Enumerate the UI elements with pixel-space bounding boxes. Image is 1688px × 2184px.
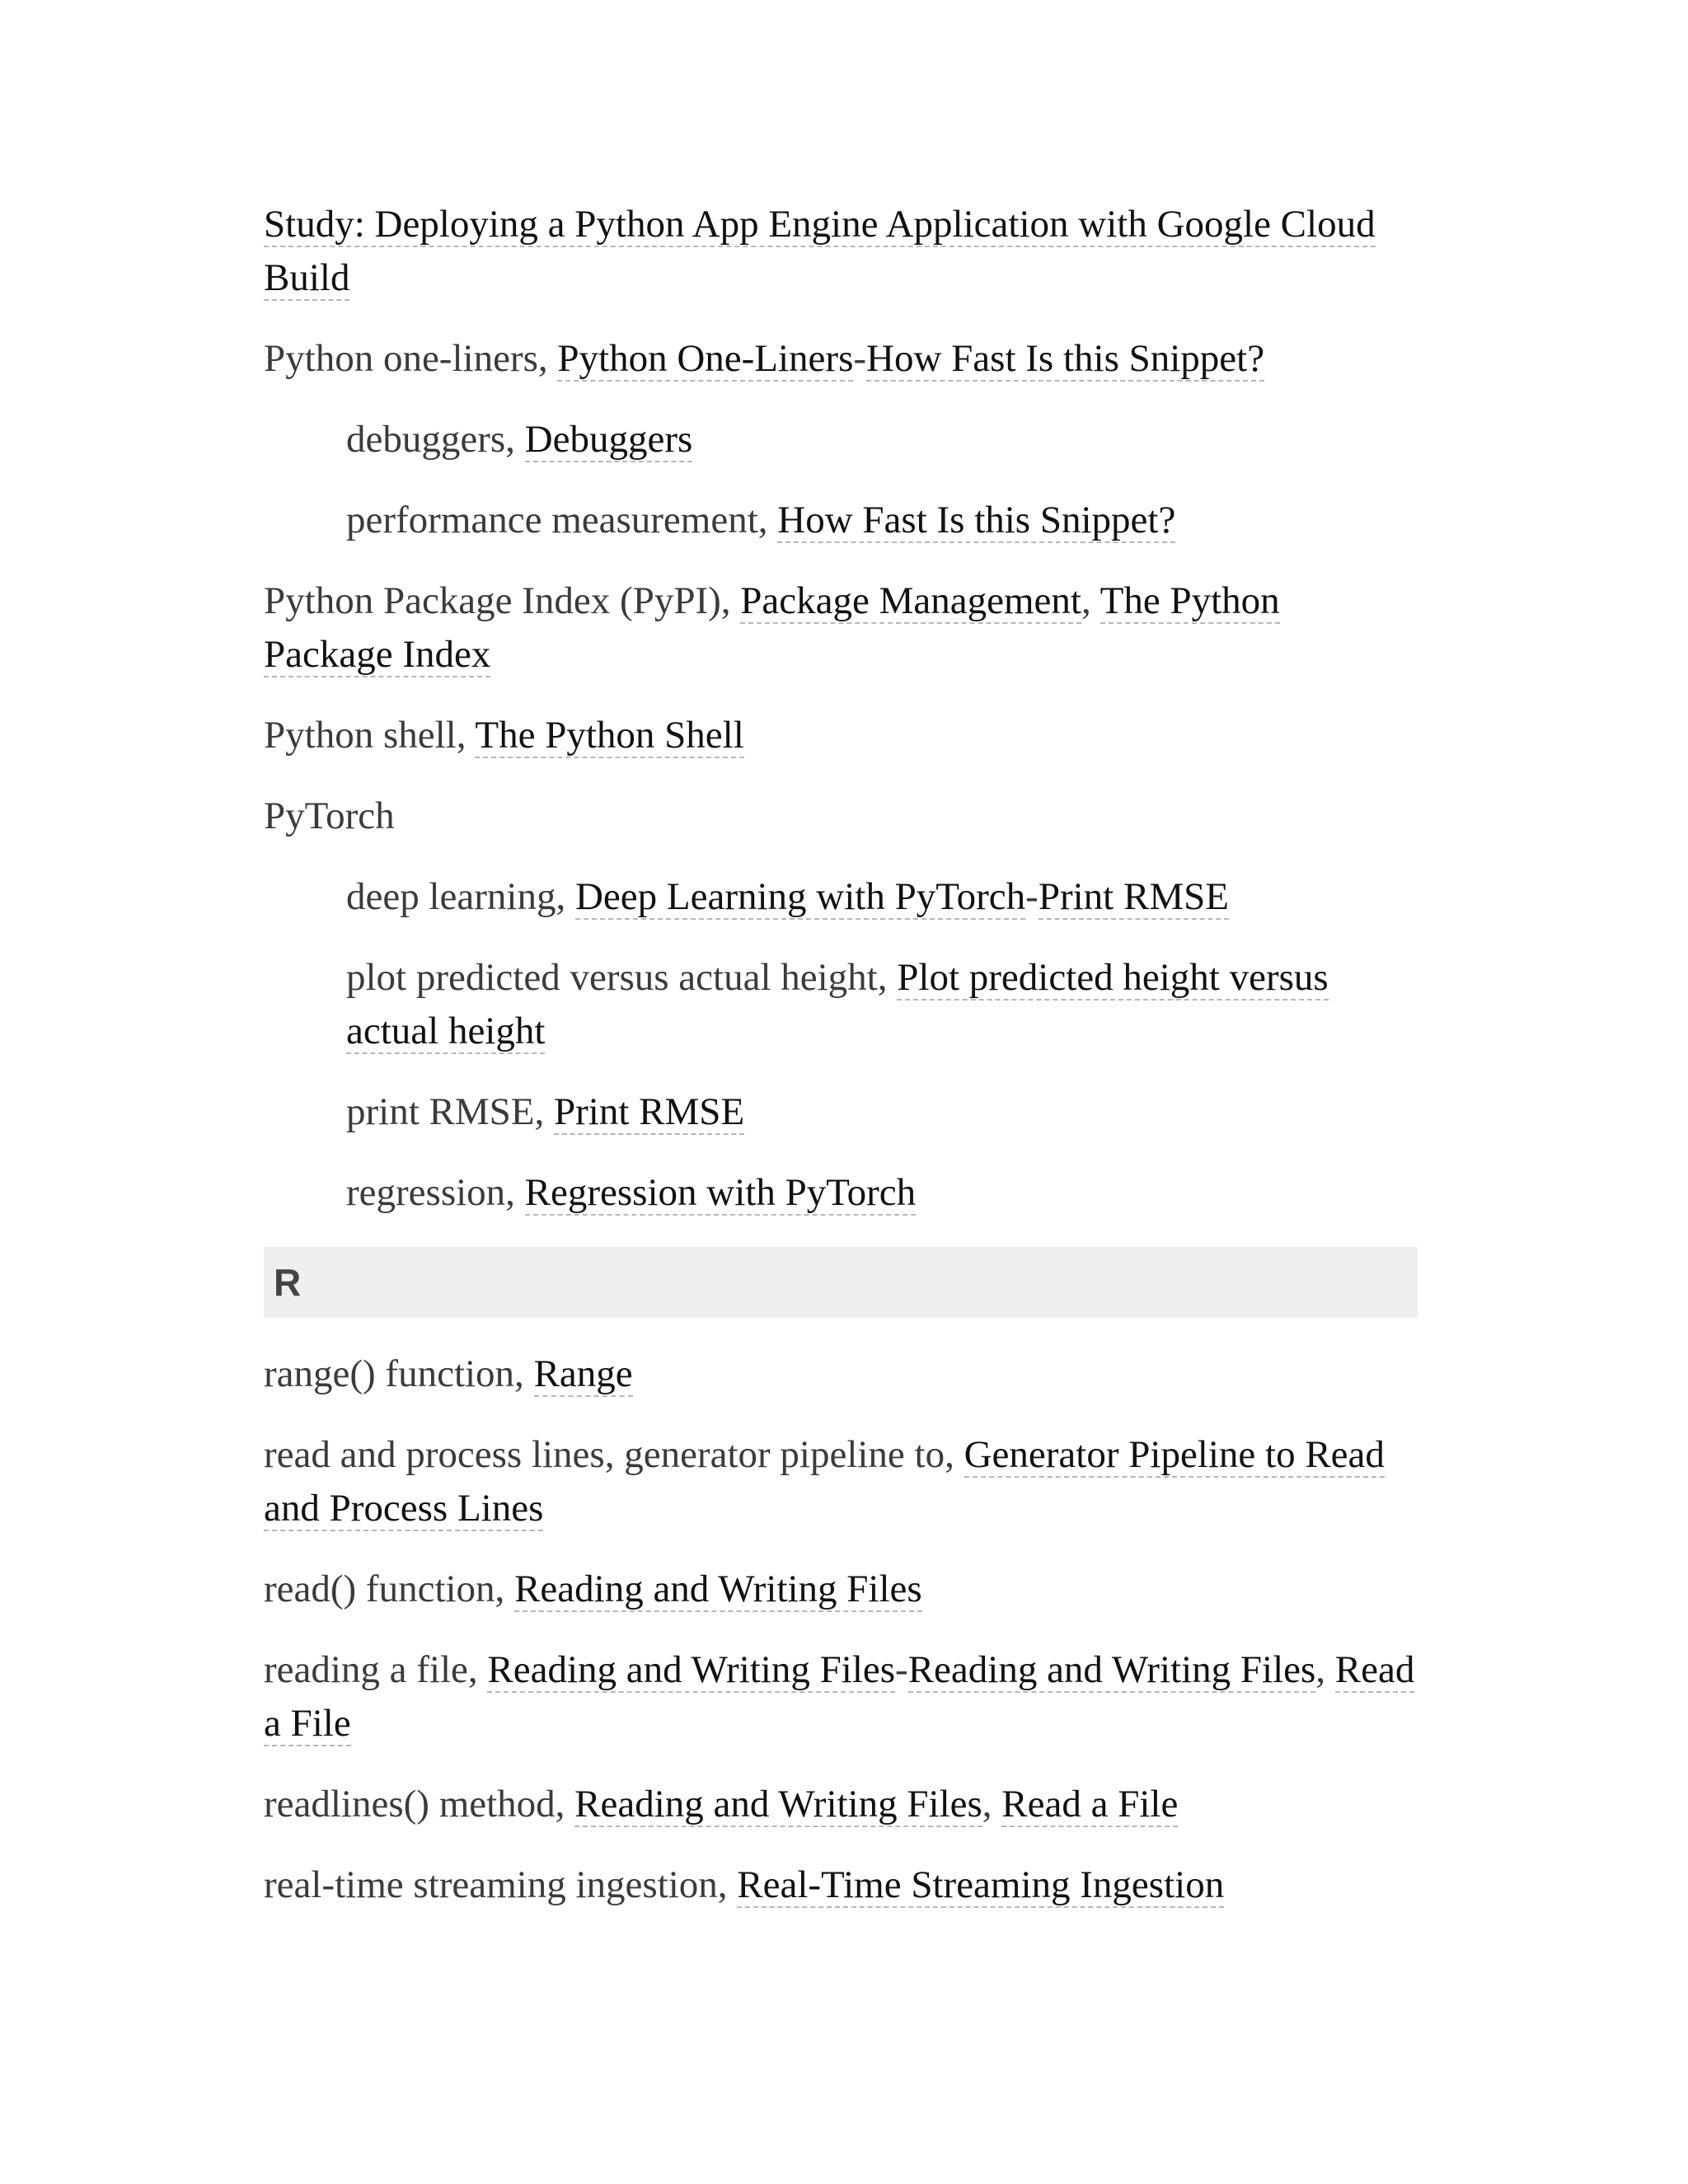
link-separator: - (895, 1648, 908, 1691)
index-page (264, 198, 1418, 1939)
index-entry (264, 709, 1418, 762)
index-link-print-rmse[interactable]: Print RMSE (1038, 875, 1229, 918)
index-link-reading-and-writing-files[interactable]: Reading and Writing Files (514, 1568, 922, 1610)
index-entries-before (264, 198, 1418, 1220)
index-subentry (346, 494, 1418, 547)
index-link-debuggers[interactable]: Debuggers (524, 418, 693, 461)
index-term: Python Package Index (PyPI), (264, 579, 741, 622)
index-link-the-python-package-index[interactable]: The Python Package Index (264, 579, 1280, 676)
index-link-the-python-shell[interactable]: The Python Shell (475, 714, 744, 757)
index-entry (264, 574, 1418, 682)
index-link-read-a-file[interactable]: Read a File (264, 1648, 1415, 1745)
index-link-study-deploying-a-python-app-engine-application-with-google-cloud-build[interactable]: Study: Deploying a Python App Engine Application with Google Cloud Build (264, 203, 1376, 299)
index-term: debuggers, (346, 418, 525, 461)
index-term: Python shell, (264, 714, 476, 757)
index-link-how-fast-is-this-snippet[interactable]: How Fast Is this Snippet? (866, 337, 1265, 380)
index-link-plot-predicted-height-versus-actual-height[interactable]: Plot predicted height versus actual height (346, 956, 1329, 1052)
index-subentry (346, 1166, 1418, 1220)
index-term: plot predicted versus actual height, (346, 956, 898, 999)
index-term: PyTorch (264, 794, 395, 837)
index-term: real-time streaming ingestion, (264, 1863, 738, 1906)
link-separator: , (1081, 579, 1100, 622)
index-link-regression-with-pytorch[interactable]: Regression with PyTorch (524, 1171, 917, 1214)
index-term: range() function, (264, 1352, 534, 1395)
index-link-generator-pipeline-to-read-and-process-lines[interactable]: Generator Pipeline to Read and Process Lines (264, 1433, 1385, 1530)
index-link-how-fast-is-this-snippet[interactable]: How Fast Is this Snippet? (777, 499, 1176, 541)
index-link-range[interactable]: Range (533, 1352, 633, 1395)
index-term: readlines() method, (264, 1783, 575, 1825)
link-separator: , (982, 1783, 1002, 1825)
section-header-r (264, 1247, 1418, 1318)
index-term: print RMSE, (346, 1090, 555, 1133)
index-term: performance measurement, (346, 499, 778, 541)
index-entry (264, 1643, 1418, 1750)
index-link-reading-and-writing-files[interactable]: Reading and Writing Files (907, 1648, 1316, 1691)
index-subentry (346, 951, 1418, 1058)
index-term: regression, (346, 1171, 525, 1214)
index-term: read and process lines, generator pipeline to, (264, 1433, 964, 1476)
index-entry (264, 1858, 1418, 1912)
index-link-deep-learning-with-pytorch[interactable]: Deep Learning with PyTorch (574, 875, 1026, 918)
index-entry (264, 790, 1418, 843)
index-link-print-rmse[interactable]: Print RMSE (554, 1090, 745, 1133)
index-term: reading a file, (264, 1648, 488, 1691)
index-entry (264, 332, 1418, 386)
index-entry (264, 198, 1418, 305)
index-term: Python one-liners, (264, 337, 558, 380)
index-entry (264, 1347, 1418, 1401)
index-entry (264, 1778, 1418, 1831)
link-separator: , (1315, 1648, 1335, 1691)
index-link-package-management[interactable]: Package Management (740, 579, 1081, 622)
index-entry (264, 1428, 1418, 1535)
index-term: read() function, (264, 1568, 515, 1610)
index-link-real-time-streaming-ingestion[interactable]: Real-Time Streaming Ingestion (737, 1863, 1225, 1906)
index-subentry (346, 870, 1418, 924)
section-letter: R (274, 1261, 302, 1304)
index-link-read-a-file[interactable]: Read a File (1001, 1783, 1179, 1825)
index-entry (264, 1563, 1418, 1616)
index-link-python-one-liners[interactable]: Python One-Liners (557, 337, 854, 380)
index-term: deep learning, (346, 875, 575, 918)
link-separator: - (1025, 875, 1039, 918)
index-link-reading-and-writing-files[interactable]: Reading and Writing Files (574, 1783, 982, 1825)
index-subentry (346, 413, 1418, 466)
link-separator: - (853, 337, 867, 380)
index-entries-after (264, 1347, 1418, 1912)
index-subentry (346, 1085, 1418, 1139)
index-link-reading-and-writing-files[interactable]: Reading and Writing Files (487, 1648, 896, 1691)
